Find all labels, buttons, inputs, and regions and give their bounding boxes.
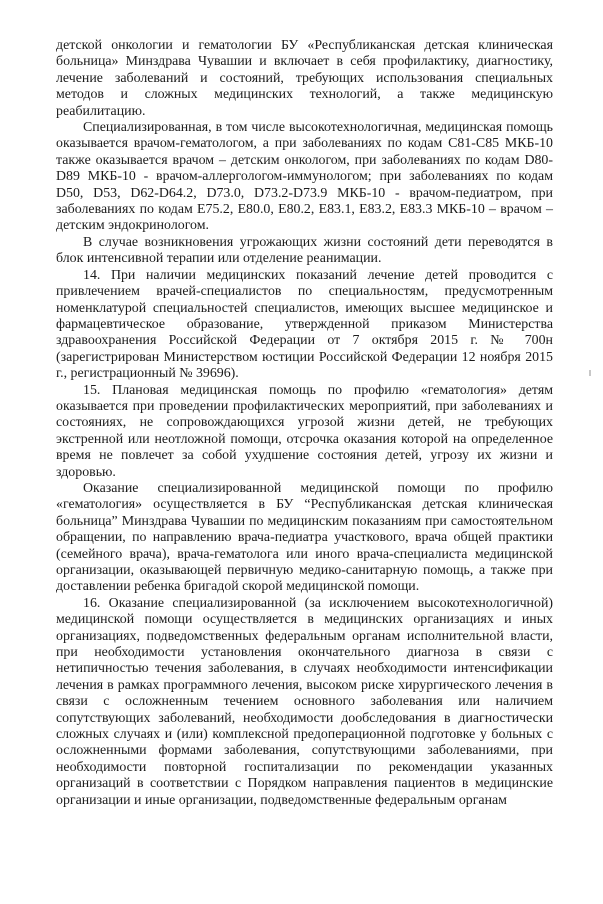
document-page <box>56 38 553 809</box>
paragraph-1: детской онкологии и гематологии БУ «Республиканская детская клиническая больница» Минздрава Чувашии и включает в себя профилактику, диагностику, лечение заболеваний и состояний, требующих использования специальных методов и сложных медицинских технологий, а также медицинскую реабилитацию. <box>56 38 553 119</box>
paragraph-7: 16. Оказание специализированной (за исключением высокотехнологичной) медицинской помощи осуществляется в медицинских организациях и иных организациях, подведомственных федеральным органам исполнительной власти, при необходимости установления окончательного диагноза в связи с нетипичностью течения заболевания, в случаях необходимости интенсификации лечения в рамках программного лечения, высоком риске хирургического лечения в связи с осложненным течением основного заболевания или наличием сопутствующих заболеваний, необходимости дообследования в диагностически сложных случаях и (или) комплексной предоперационной подготовке у больных с осложненными формами заболевания, сопутствующими заболеваниями, при необходимости повторной госпитализации по рекомендации указанных организаций в соответствии с Порядком направления пациентов в медицинские организации и иные организации, подведомственные федеральным органам <box>56 595 553 808</box>
paragraph-6: Оказание специализированной медицинской помощи по профилю «гематология» осуществляется в БУ “Республиканская детская клиническая больница” Минздрава Чувашии по медицинским показаниям при самостоятельном обращении, по направлению врача-педиатра участкового, врача общей практики (семейного врача), врача-гематолога или иного врача-специалиста медицинской организации, оказывающей первичную медико-санитарную помощь, а также при доставлении ребенка бригадой скорой медицинской помощи. <box>56 480 553 595</box>
paragraph-4: 14. При наличии медицинских показаний лечение детей проводится с привлечением врачей-специалистов по специальностям, предусмотренным номенклатурой специальностей специалистов, имеющих высшее медицинское и фармацевтическое образование, утвержденной приказом Министерства здравоохранения Российской Федерации от 7 октября 2015 г. № 700н (зарегистрирован Министерством юстиции Российской Федерации 12 ноября 2015 г., регистрационный № 39696). <box>56 267 553 382</box>
paragraph-5: 15. Плановая медицинская помощь по профилю «гематология» детям оказывается при проведении профилактических мероприятий, при заболеваниях и состояниях, не сопровождающихся угрозой жизни детей, не требующих экстренной или неотложной помощи, отсрочка оказания которой на определенное время не повлечет за собой ухудшение состояния детей, угрозу их жизни и здоровью. <box>56 382 553 480</box>
paragraph-3: В случае возникновения угрожающих жизни состояний дети переводятся в блок интенсивной терапии или отделение реанимации. <box>56 234 553 267</box>
paragraph-2: Специализированная, в том числе высокотехнологичная, медицинская помощь оказывается врачом-гематологом, а при заболеваниях по кодам С81-С85 МКБ-10 также оказывается врачом – детским онкологом, при заболеваниях по кодам D80-D89 МКБ-10 - врачом-аллергологом-иммунологом; при заболеваниях по кодам D50, D53, D62-D64.2, D73.0, D73.2-D73.9 МКБ-10 - врачом-педиатром, при заболеваниях по кодам E75.2, E80.0, E80.2, E83.1, E83.2, E83.3 МКБ-10 – врачом – детским эндокринологом. <box>56 120 553 234</box>
scan-artifact <box>589 370 591 376</box>
